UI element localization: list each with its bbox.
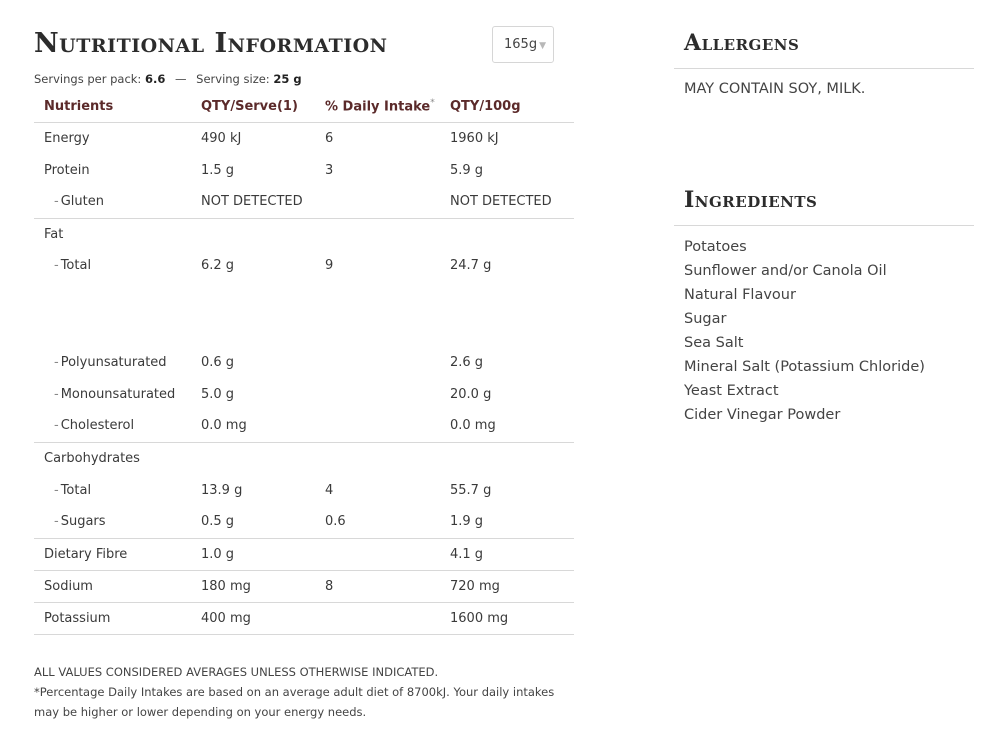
- nutrient-name: Sodium: [34, 570, 201, 602]
- qty-serve-cell: [201, 218, 325, 250]
- sub-item-dash: -: [54, 418, 59, 434]
- table-row: [34, 538, 574, 570]
- qty-100g-cell: 1960 kJ: [450, 130, 499, 146]
- header-daily-intake: [325, 91, 450, 122]
- table-row: [34, 154, 574, 186]
- qty-100g-cell: 4.1 g: [450, 538, 574, 570]
- daily-intake-cell: 0.6: [325, 506, 450, 538]
- ingredients-title: Ingredients: [684, 187, 818, 213]
- qty-100g-cell: 24.7 g: [450, 258, 492, 273]
- header-nutrients: Nutrients: [34, 91, 201, 122]
- nutrient-name: Potassium: [34, 602, 201, 634]
- nutrition-title: Nutritional Information: [34, 28, 388, 59]
- qty-serve-cell: 6.2 g: [201, 258, 235, 273]
- list-item: Sugar: [684, 311, 727, 327]
- table-row: [34, 506, 574, 538]
- nutrient-sub-label: Monounsaturated: [60, 386, 176, 402]
- nutrient-name: [34, 474, 201, 506]
- qty-100g-cell: 5.9 g: [450, 162, 484, 178]
- daily-intake-cell: 6: [325, 130, 334, 146]
- sub-item-dash: -: [54, 514, 59, 530]
- list-item: Natural Flavour: [684, 287, 796, 303]
- table-row: [34, 474, 574, 506]
- table-row: [34, 442, 574, 474]
- chevron-down-icon: ▼: [539, 40, 546, 51]
- nutrition-table: [34, 91, 574, 635]
- header-qty-100g: QTY/100g: [450, 91, 574, 122]
- daily-intake-cell: [325, 218, 450, 250]
- qty-serve-cell: 1.5 g: [201, 162, 235, 178]
- daily-intake-cell: 3: [325, 162, 334, 178]
- qty-serve-cell: 490 kJ: [201, 130, 242, 146]
- daily-intake-cell: [325, 186, 450, 218]
- qty-serve-cell: NOT DETECTED: [201, 186, 325, 218]
- table-row: [34, 218, 574, 250]
- servings-per-pack-label: Servings per pack:: [34, 72, 142, 86]
- daily-intake-cell: 9: [325, 258, 334, 273]
- sub-item-dash: -: [54, 258, 59, 273]
- qty-serve-cell: 1.0 g: [201, 538, 325, 570]
- nutrient-name: [34, 346, 201, 378]
- nutrient-sub-label: Total: [60, 258, 92, 273]
- nutrient-name: Protein: [44, 162, 90, 178]
- nutrient-name: Fat: [44, 226, 64, 242]
- qty-100g-cell: 55.7 g: [450, 482, 492, 498]
- header-daily-intake-label: % Daily Intake: [325, 99, 431, 115]
- daily-intake-note: *Percentage Daily Intakes are based on an average adult diet of 8700kJ. Your daily intakes may be higher or lower depending on your energy needs.: [34, 685, 555, 719]
- nutrient-name: Energy: [44, 130, 90, 146]
- sub-item-dash: -: [54, 194, 59, 210]
- qty-100g-cell: 1600 mg: [450, 602, 574, 634]
- nutrient-sub-label: Total: [60, 482, 92, 498]
- list-item: Yeast Extract: [684, 383, 779, 399]
- qty-serve-cell: 5.0 g: [201, 386, 235, 402]
- nutrient-name: [34, 378, 201, 410]
- sub-item-dash: -: [54, 386, 59, 402]
- allergens-divider: [674, 68, 974, 69]
- daily-intake-cell: 8: [325, 570, 450, 602]
- nutrient-name: Carbohydrates: [44, 450, 140, 466]
- table-row: [34, 410, 574, 442]
- qty-100g-cell: 1.9 g: [450, 506, 574, 538]
- table-row: [34, 378, 574, 410]
- sub-item-dash: -: [54, 482, 59, 498]
- qty-serve-cell: 13.9 g: [201, 482, 243, 498]
- table-header-row: [34, 91, 574, 122]
- averages-note: ALL VALUES CONSIDERED AVERAGES UNLESS OTHERWISE INDICATED.: [34, 665, 439, 679]
- table-row: [34, 602, 574, 634]
- qty-100g-cell: NOT DETECTED: [450, 186, 574, 218]
- qty-100g-cell: 720 mg: [450, 570, 574, 602]
- daily-intake-cell: [325, 410, 450, 442]
- qty-serve-cell: 0.6 g: [201, 354, 235, 370]
- servings-info: [34, 72, 302, 86]
- nutrient-sub-label: Cholesterol: [60, 418, 135, 434]
- qty-serve-cell: 400 mg: [201, 602, 325, 634]
- table-row: [34, 122, 574, 154]
- table-row: [34, 346, 574, 378]
- qty-100g-cell: 0.0 mg: [450, 410, 574, 442]
- nutrient-name: Dietary Fibre: [34, 538, 201, 570]
- servings-per-pack-value: 6.6: [144, 72, 166, 86]
- daily-intake-cell: [325, 602, 450, 634]
- allergens-title: Allergens: [684, 30, 800, 56]
- nutrition-footnote: [34, 662, 574, 722]
- nutrient-name: [34, 410, 201, 442]
- daily-intake-cell: [325, 538, 450, 570]
- pack-size-value: 165g: [504, 37, 538, 52]
- qty-serve-cell: 0.5 g: [201, 506, 325, 538]
- servings-separator: —: [175, 72, 187, 86]
- serving-size-value: 25 g: [273, 72, 302, 86]
- serving-size-label: Serving size:: [196, 72, 270, 86]
- nutrient-name: [34, 250, 201, 346]
- list-item: Cider Vinegar Powder: [684, 407, 841, 423]
- nutrient-sub-label: Polyunsaturated: [60, 354, 167, 370]
- qty-100g-cell: 2.6 g: [450, 354, 484, 370]
- pack-size-select[interactable]: [492, 26, 554, 63]
- qty-100g-cell: [450, 442, 574, 474]
- daily-intake-footnote-mark: *: [430, 98, 435, 109]
- nutrient-name: [34, 506, 201, 538]
- qty-serve-cell: 0.0 mg: [201, 410, 325, 442]
- qty-serve-cell: 180 mg: [201, 570, 325, 602]
- list-item: Potatoes: [684, 239, 747, 255]
- allergens-text: MAY CONTAIN SOY, MILK.: [684, 81, 866, 97]
- daily-intake-cell: [325, 346, 450, 378]
- qty-100g-cell: [450, 218, 574, 250]
- table-row: [34, 250, 574, 346]
- list-item: Sunflower and/or Canola Oil: [684, 263, 887, 279]
- table-row: [34, 186, 574, 218]
- qty-100g-cell: 20.0 g: [450, 386, 492, 402]
- list-item: Sea Salt: [684, 335, 744, 351]
- nutrient-name: [34, 186, 201, 218]
- daily-intake-cell: [325, 378, 450, 410]
- header-qty-serve: QTY/Serve(1): [201, 91, 325, 122]
- ingredients-list: [684, 236, 925, 428]
- daily-intake-cell: [325, 442, 450, 474]
- nutrient-sub-label: Gluten: [60, 194, 104, 210]
- list-item: Mineral Salt (Potassium Chloride): [684, 359, 925, 375]
- sub-item-dash: -: [54, 354, 59, 370]
- ingredients-divider: [674, 225, 974, 226]
- table-row: [34, 570, 574, 602]
- daily-intake-cell: 4: [325, 482, 334, 498]
- nutrient-sub-label: Sugars: [60, 514, 106, 530]
- qty-serve-cell: [201, 442, 325, 474]
